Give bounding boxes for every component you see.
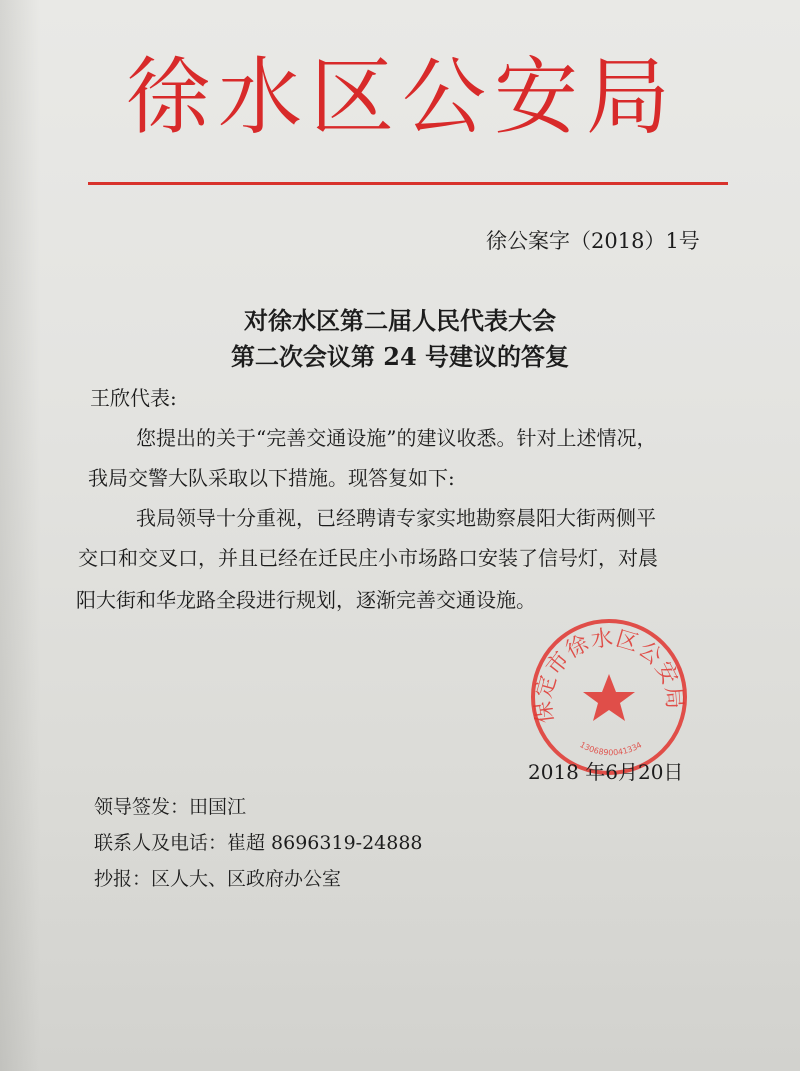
page-shadow — [0, 0, 40, 1071]
paragraph-2-line-1: 我局领导十分重视，已经聘请专家实地勘察晨阳大街两侧平 — [136, 506, 656, 530]
header-red-rule — [88, 182, 728, 185]
document-title-line-2: 第二次会议第 24 号建议的答复 — [230, 342, 570, 371]
reply-date: 2018 年6月20日 — [528, 760, 684, 784]
carbon-copy: 抄报：区人大、区政府办公室 — [94, 868, 342, 890]
salutation: 王欣代表: — [90, 386, 177, 410]
svg-text:保定市徐水区公安局: 保定市徐水区公安局 — [531, 625, 687, 725]
svg-text:1306890041334: 1306890041334 — [578, 740, 644, 758]
paragraph-2-line-3: 阳大街和华龙路全段进行规划，逐渐完善交通设施。 — [76, 588, 536, 612]
paragraph-1-line-1: 您提出的关于“完善交通设施”的建议收悉。针对上述情况， — [136, 426, 657, 450]
document-number: 徐公案字（2018）1号 — [486, 229, 700, 253]
contact-info: 联系人及电话：崔超 8696319-24888 — [94, 832, 423, 854]
leader-signoff: 领导签发：田国江 — [94, 796, 247, 818]
document-title-line-1: 对徐水区第二届人民代表大会 — [244, 306, 556, 335]
paragraph-2-line-2: 交口和交叉口，并且已经在迁民庄小市场路口安装了信号灯，对晨 — [78, 546, 658, 570]
agency-header: 徐水区公安局 — [126, 48, 679, 146]
paragraph-1-line-2: 我局交警大队采取以下措施。现答复如下: — [88, 466, 455, 490]
